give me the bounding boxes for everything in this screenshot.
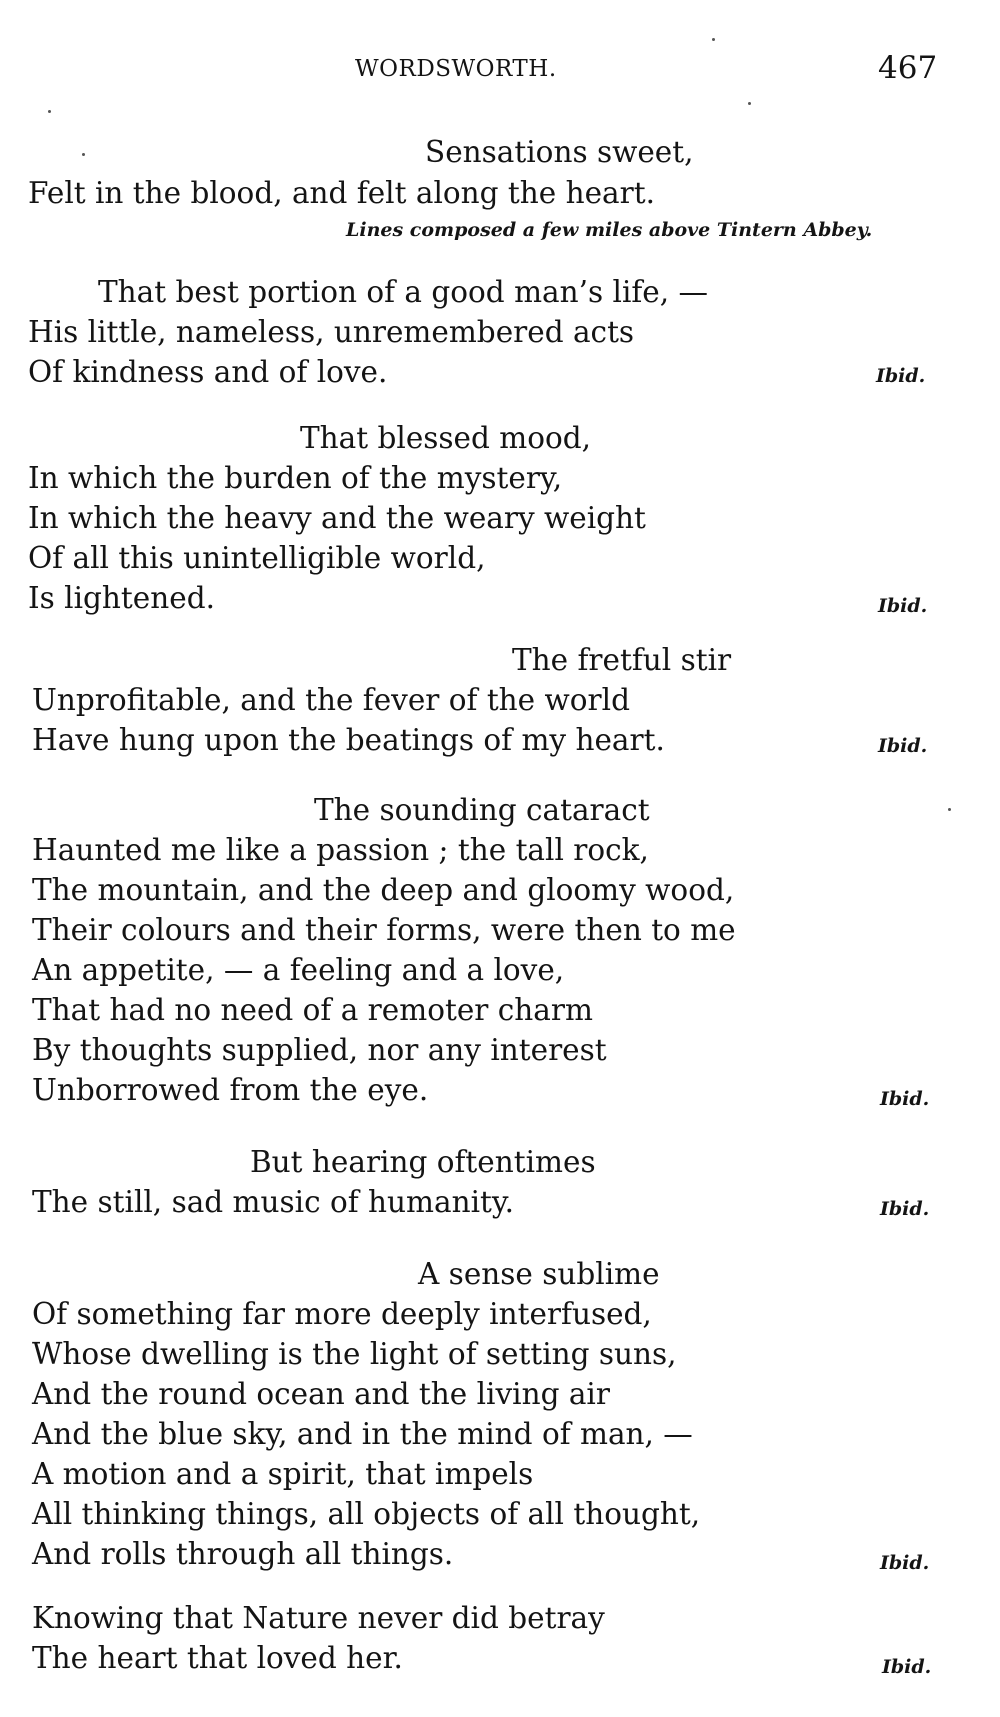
- passage-6-line-2: The still, sad music of humanity.: [32, 1185, 515, 1219]
- passage-5-line-3: The mountain, and the deep and gloomy wood,: [32, 873, 735, 907]
- passage-6-attribution: Ibid.: [880, 1198, 930, 1220]
- passage-5-line-4: Their colours and their forms, were then to me: [32, 913, 736, 947]
- passage-5-line-6: That had no need of a remoter charm: [32, 993, 593, 1027]
- passage-7-line-6: A motion and a spirit, that impels: [32, 1457, 534, 1491]
- passage-7-line-5: And the blue sky, and in the mind of man, —: [32, 1417, 693, 1451]
- page-number: 467: [878, 50, 938, 86]
- passage-5-line-2: Haunted me like a passion ; the tall rock,: [32, 833, 649, 867]
- passage-1-line-2: Felt in the blood, and felt along the heart.: [28, 176, 655, 210]
- passage-3-line-1: That blessed mood,: [300, 421, 592, 455]
- passage-5-line-5: An appetite, — a feeling and a love,: [32, 953, 565, 987]
- passage-3-attribution: Ibid.: [878, 595, 928, 617]
- passage-4-attribution: Ibid.: [878, 735, 928, 757]
- scan-speck: [748, 102, 751, 105]
- passage-2-line-3: Of kindness and of love.: [28, 355, 388, 389]
- passage-5-line-8: Unborrowed from the eye.: [32, 1073, 429, 1107]
- passage-2-line-1: That best portion of a good man’s life, —: [98, 275, 709, 309]
- running-header: WORDSWORTH.: [355, 56, 557, 82]
- passage-8-attribution: Ibid.: [882, 1656, 932, 1678]
- passage-7-line-3: Whose dwelling is the light of setting suns,: [32, 1337, 677, 1371]
- passage-7-line-7: All thinking things, all objects of all thought,: [32, 1497, 701, 1531]
- passage-5-line-7: By thoughts supplied, nor any interest: [32, 1033, 607, 1067]
- passage-4-line-3: Have hung upon the beatings of my heart.: [32, 723, 665, 757]
- passage-3-line-2: In which the burden of the mystery,: [28, 461, 563, 495]
- passage-7-line-1: A sense sublime: [418, 1257, 660, 1291]
- passage-8-line-1: Knowing that Nature never did betray: [32, 1601, 605, 1635]
- passage-2-attribution: Ibid.: [876, 365, 926, 387]
- scan-speck: [948, 808, 951, 811]
- passage-1-line-1: Sensations sweet,: [425, 135, 694, 169]
- passage-3-line-3: In which the heavy and the weary weight: [28, 501, 646, 535]
- passage-7-line-4: And the round ocean and the living air: [32, 1377, 610, 1411]
- scan-speck: [82, 153, 85, 156]
- passage-4-line-1: The fretful stir: [512, 643, 732, 677]
- passage-5-line-1: The sounding cataract: [314, 793, 650, 827]
- passage-2-line-2: His little, nameless, unremembered acts: [28, 315, 635, 349]
- passage-5-attribution: Ibid.: [880, 1088, 930, 1110]
- passage-8-line-2: The heart that loved her.: [32, 1641, 403, 1675]
- scan-speck: [712, 38, 715, 41]
- passage-3-line-4: Of all this unintelligible world,: [28, 541, 486, 575]
- passage-1-attribution: Lines composed a few miles above Tintern Abbey.: [346, 219, 873, 241]
- passage-4-line-2: Unprofitable, and the fever of the world: [32, 683, 630, 717]
- scan-speck: [48, 110, 51, 113]
- passage-7-line-2: Of something far more deeply interfused,: [32, 1297, 652, 1331]
- passage-7-attribution: Ibid.: [880, 1552, 930, 1574]
- passage-7-line-8: And rolls through all things.: [32, 1537, 454, 1571]
- passage-3-line-5: Is lightened.: [28, 581, 215, 615]
- passage-6-line-1: But hearing oftentimes: [250, 1145, 596, 1179]
